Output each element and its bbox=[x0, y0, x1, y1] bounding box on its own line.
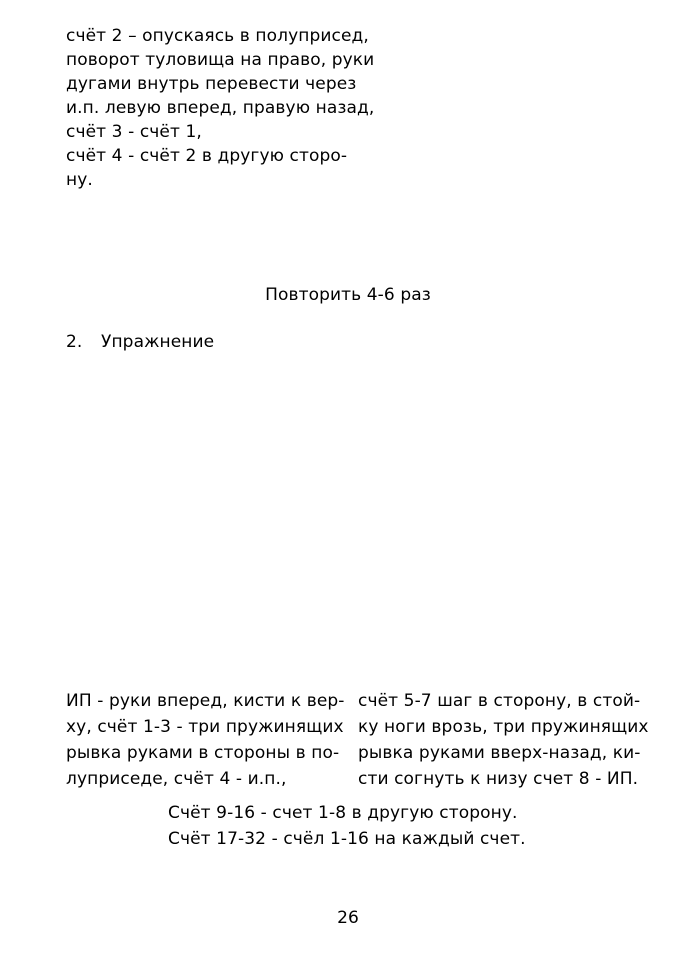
text-line: и.п. левую вперед, правую назад, bbox=[66, 98, 375, 118]
instruction-block bbox=[66, 24, 375, 192]
text-line: счёт 5-7 шаг в сторону, в стой- bbox=[358, 691, 641, 711]
text-line: счёт 2 – опускаясь в полуприсед, bbox=[66, 26, 369, 46]
text-line: счёт 3 - счёт 1, bbox=[66, 122, 202, 142]
text-line: ИП - руки вперед, кисти к вер- bbox=[66, 691, 345, 711]
text-line: рывка руками в стороны в по- bbox=[66, 743, 340, 763]
text-line: ку ноги врозь, три пружинящих bbox=[358, 717, 649, 737]
text-line: ху, счёт 1-3 - три пружинящих bbox=[66, 717, 344, 737]
right-column bbox=[358, 688, 649, 792]
left-column bbox=[66, 688, 345, 792]
page-number: 26 bbox=[337, 908, 359, 928]
text-line: Счёт 17-32 - счёл 1-16 на каждый счет. bbox=[168, 829, 526, 849]
text-line: ну. bbox=[66, 170, 93, 190]
text-line: счёт 4 - счёт 2 в другую сторо- bbox=[66, 146, 348, 166]
text-line: сти согнуть к низу счет 8 - ИП. bbox=[358, 769, 639, 789]
text-line: луприседе, счёт 4 - и.п., bbox=[66, 769, 287, 789]
repeat-instruction: Повторить 4-6 раз bbox=[265, 285, 431, 305]
exercise-title: Упражнение bbox=[101, 332, 215, 352]
summary-block bbox=[168, 800, 526, 852]
exercise-number: 2. bbox=[66, 332, 83, 352]
text-line: дугами внутрь перевести через bbox=[66, 74, 357, 94]
text-line: Счёт 9-16 - счет 1-8 в другую сторону. bbox=[168, 803, 518, 823]
text-line: поворот туловища на право, руки bbox=[66, 50, 375, 70]
text-line: рывка руками вверх-назад, ки- bbox=[358, 743, 641, 763]
